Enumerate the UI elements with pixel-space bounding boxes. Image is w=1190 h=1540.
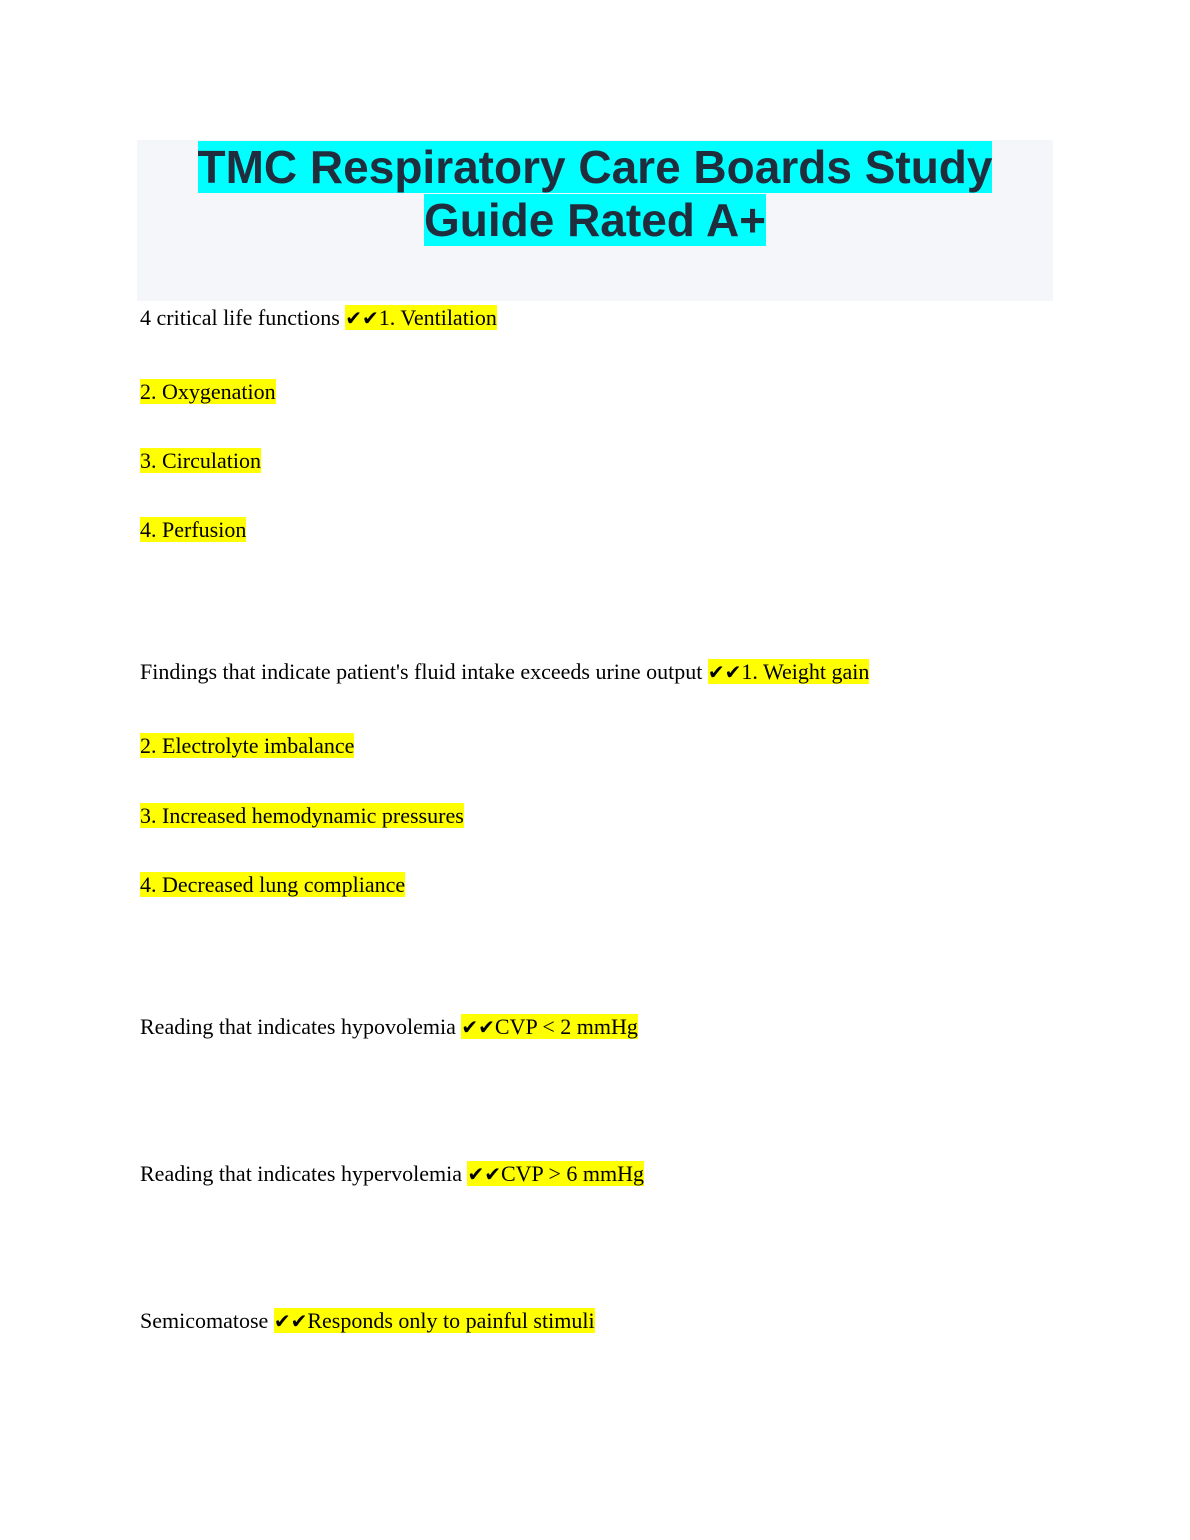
question-text: Reading that indicates hypervolemia (140, 1161, 468, 1186)
answer-highlight (467, 1161, 644, 1186)
double-check-icon: ✔✔ (467, 1162, 501, 1186)
page-title-line-2 (137, 193, 1053, 247)
question-text: Semicomatose (140, 1308, 274, 1333)
answer-text: 2. Oxygenation (140, 379, 276, 404)
question-row (140, 1307, 595, 1335)
answer-highlight (274, 1308, 595, 1333)
answer-text: 1. Ventilation (378, 305, 497, 330)
double-check-icon: ✔✔ (461, 1015, 495, 1039)
answer-highlight (708, 659, 870, 684)
answer-text: CVP > 6 mmHg (500, 1161, 644, 1186)
answer-row (140, 447, 261, 475)
page-title-line-2-text: Guide Rated A+ (423, 194, 767, 246)
answer-row (140, 516, 246, 544)
answer-text: 2. Electrolyte imbalance (140, 733, 355, 758)
page-title-line-1 (137, 140, 1053, 194)
double-check-icon: ✔✔ (707, 660, 742, 684)
title-banner (137, 140, 1053, 301)
question-row (140, 658, 869, 686)
question-row (140, 1013, 638, 1041)
page-title-line-1-text: TMC Respiratory Care Boards Study (197, 141, 993, 193)
question-row (140, 304, 497, 332)
question-row (140, 1160, 644, 1188)
answer-text: 3. Circulation (140, 448, 261, 473)
question-text: 4 critical life functions (140, 305, 346, 330)
answer-text: 4. Decreased lung compliance (140, 872, 406, 897)
answer-text: 1. Weight gain (741, 659, 870, 684)
question-text: Reading that indicates hypovolemia (140, 1014, 462, 1039)
double-check-icon: ✔✔ (273, 1309, 308, 1333)
answer-row (140, 732, 354, 760)
answer-text: 3. Increased hemodynamic pressures (140, 803, 464, 828)
answer-row (140, 871, 405, 899)
answer-text: 4. Perfusion (140, 517, 247, 542)
answer-row (140, 378, 276, 406)
question-text: Findings that indicate patient's fluid intake exceeds urine output (140, 659, 708, 684)
answer-text: CVP < 2 mmHg (494, 1014, 638, 1039)
answer-row (140, 802, 464, 830)
answer-highlight (461, 1014, 638, 1039)
double-check-icon: ✔✔ (345, 306, 379, 330)
answer-highlight (345, 305, 497, 330)
answer-text: Responds only to painful stimuli (307, 1308, 595, 1333)
